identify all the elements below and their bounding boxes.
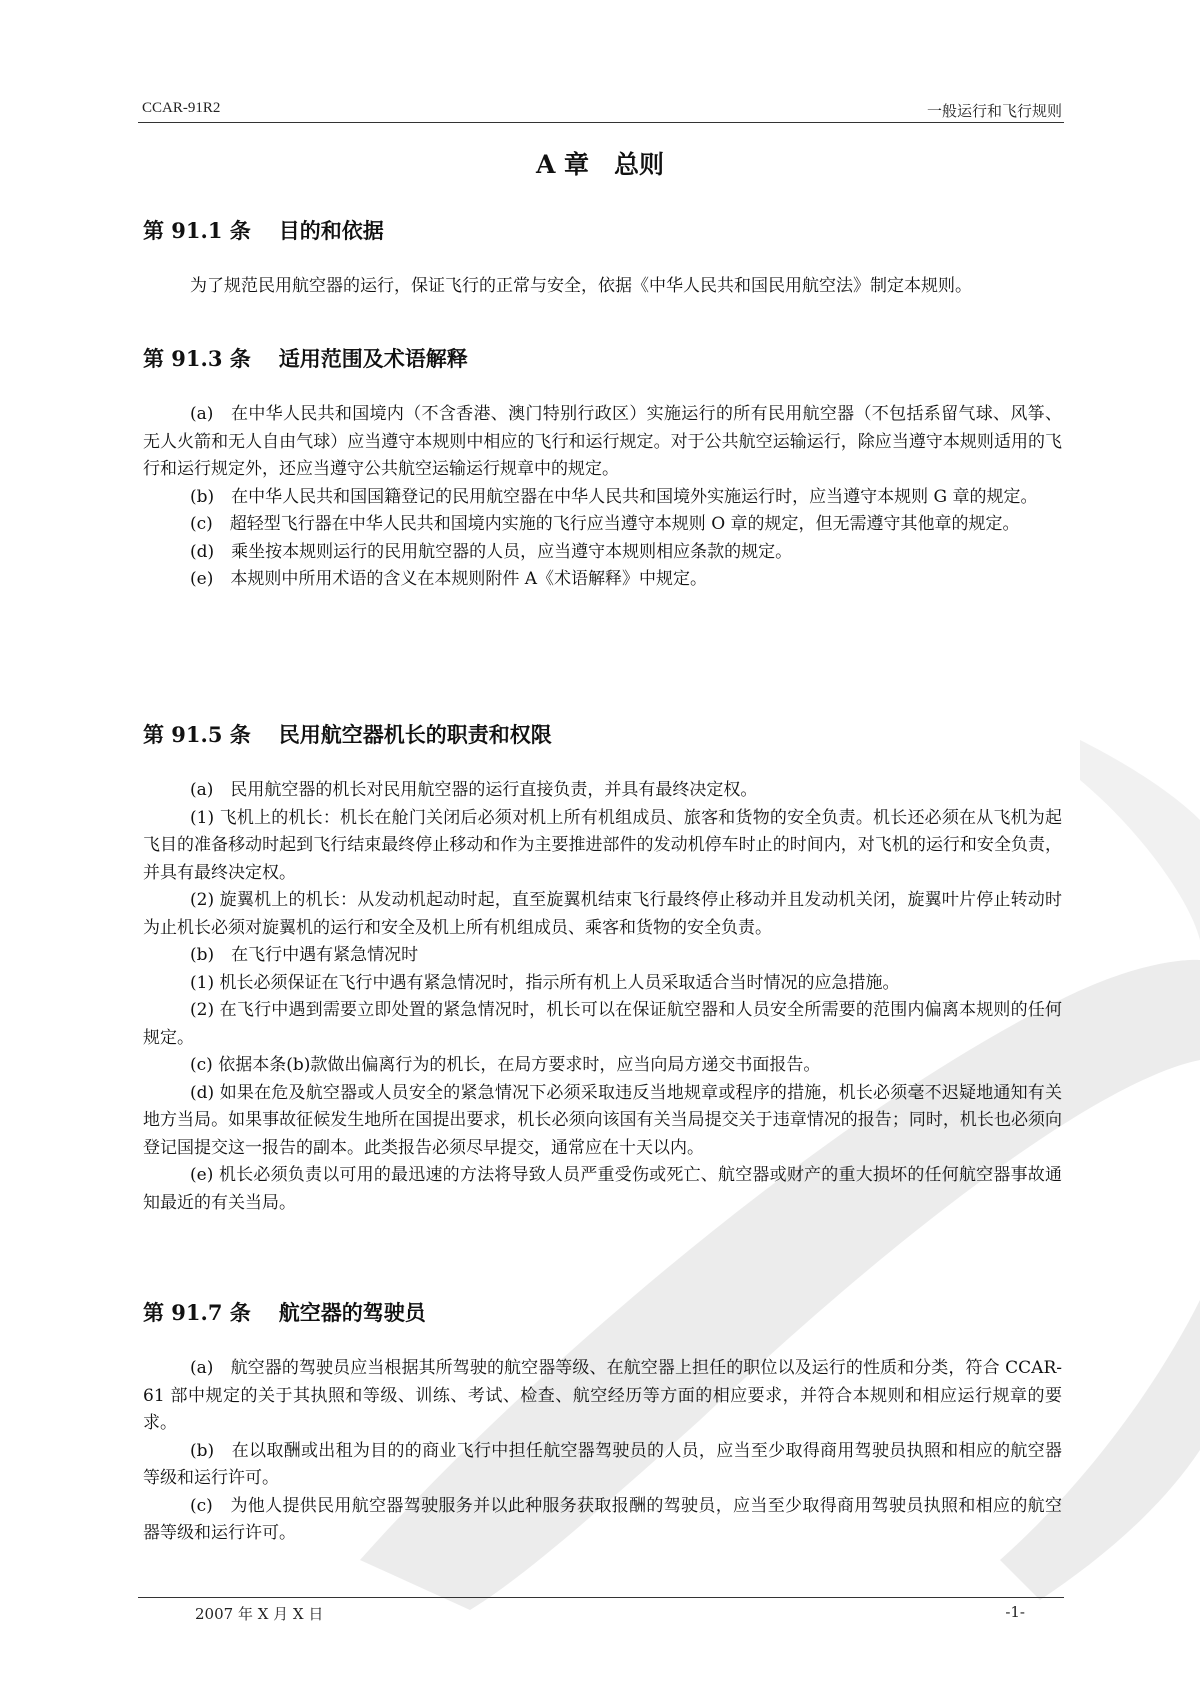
header-rule	[138, 122, 1064, 123]
article-number: 第 91.7 条	[143, 1300, 251, 1325]
article-number: 第 91.3 条	[143, 346, 251, 371]
article-paragraph: (e) 本规则中所用术语的含义在本规则附件 A《术语解释》中规定。	[190, 569, 708, 589]
article-paragraph: (1) 机长必须保证在飞行中遇有紧急情况时，指示所有机上人员采取适合当时情况的应急措施。	[190, 972, 900, 993]
article-91-3	[143, 343, 1062, 594]
article-paragraph: (2) 在飞行中遇到需要立即处置的紧急情况时，机长可以在保证航空器和人员安全所需要的范围内偏离本规则的任何规定。	[143, 1000, 1062, 1048]
header-doc-code: CCAR-91R2	[142, 100, 221, 116]
article-number: 第 91.5 条	[143, 722, 251, 747]
article-paragraph: (d) 如果在危及航空器或人员安全的紧急情况下必须采取违反当地规章或程序的措施，机长必须毫不迟疑地通知有关地方当局。如果事故征候发生地所在国提出要求，机长必须向该国有关当局提交关于违章情况的报告；同时，机长也必须向登记国提交这一报告的副本。此类报告必须尽早提交，通常应在十天以内。	[143, 1082, 1062, 1158]
article-title-text: 民用航空器机长的职责和权限	[278, 722, 552, 747]
article-paragraph: (e) 机长必须负责以可用的最迅速的方法将导致人员严重受伤或死亡、航空器或财产的重大损坏的任何航空器事故通知最近的有关当局。	[143, 1165, 1062, 1213]
article-paragraph: (d) 乘坐按本规则运行的民用航空器的人员，应当遵守本规则相应条款的规定。	[190, 541, 793, 562]
article-number: 第 91.1 条	[143, 218, 251, 243]
article-paragraph: 为了规范民用航空器的运行，保证飞行的正常与安全，依据《中华人民共和国民用航空法》制定本规则。	[190, 276, 972, 296]
article-paragraph: (b) 在飞行中遇有紧急情况时	[190, 945, 419, 965]
article-91-5	[143, 719, 1062, 1217]
article-91-1	[143, 215, 1062, 301]
chapter-title: A 章 总则	[535, 150, 665, 179]
article-heading	[143, 1297, 1062, 1327]
header-doc-title: 一般运行和飞行规则	[926, 102, 1062, 120]
footer-rule	[138, 1597, 1064, 1598]
article-paragraph: (a) 在中华人民共和国境内（不含香港、澳门特别行政区）实施运行的所有民用航空器（不包括系留气球、风筝、无人火箭和无人自由气球）应当遵守本规则中相应的飞行和运行规定。对于公共航空运输运行，除应当遵守本规则适用的飞行和运行规定外，还应当遵守公共航空运输运行规章中的规定。	[143, 404, 1062, 479]
article-title-text: 适用范围及术语解释	[278, 346, 468, 371]
article-paragraph: (c) 超轻型飞行器在中华人民共和国境内实施的飞行应当遵守本规则 O 章的规定，但无需遵守其他章的规定。	[190, 514, 1020, 534]
article-paragraph: (c) 依据本条(b)款做出偏离行为的机长，在局方要求时，应当向局方递交书面报告。	[190, 1055, 821, 1075]
article-title-text: 航空器的驾驶员	[278, 1300, 426, 1325]
article-paragraph: (a) 航空器的驾驶员应当根据其所驾驶的航空器等级、在航空器上担任的职位以及运行的性质和分类，符合 CCAR-61 部中规定的关于其执照和等级、训练、考试、检查、航空经历等方面的相应要求，并符合本规则和相应运行规章的要求。	[143, 1358, 1062, 1433]
article-paragraph: (2) 旋翼机上的机长：从发动机起动时起，直至旋翼机结束飞行最终停止移动并且发动机关闭，旋翼叶片停止转动时为止机长必须对旋翼机的运行和安全及机上所有机组成员、乘客和货物的安全负责。	[143, 890, 1062, 938]
article-paragraph: (a) 民用航空器的机长对民用航空器的运行直接负责，并具有最终决定权。	[190, 780, 758, 800]
article-paragraph: (c) 为他人提供民用航空器驾驶服务并以此种服务获取报酬的驾驶员，应当至少取得商用驾驶员执照和相应的航空器等级和运行许可。	[143, 1495, 1062, 1543]
page-number: -1-	[1005, 1603, 1025, 1621]
article-title-text: 目的和依据	[278, 218, 384, 243]
article-paragraph: (b) 在以取酬或出租为目的的商业飞行中担任航空器驾驶员的人员，应当至少取得商用驾驶员执照和相应的航空器等级和运行许可。	[143, 1440, 1062, 1488]
article-heading	[143, 343, 1062, 373]
article-heading	[143, 719, 1062, 749]
article-heading	[143, 215, 1062, 245]
footer-date: 2007 年 X 月 X 日	[195, 1605, 324, 1623]
article-paragraph: (b) 在中华人民共和国国籍登记的民用航空器在中华人民共和国境外实施运行时，应当遵守本规则 G 章的规定。	[190, 486, 1038, 507]
article-paragraph: (1) 飞机上的机长：机长在舱门关闭后必须对机上所有机组成员、旅客和货物的安全负责。机长还必须在从飞机为起飞目的准备移动时起到飞行结束最终停止移动和作为主要推进部件的发动机停车时止的时间内，对飞机的运行和安全负责，并具有最终决定权。	[143, 807, 1062, 883]
article-91-7	[143, 1297, 1062, 1548]
